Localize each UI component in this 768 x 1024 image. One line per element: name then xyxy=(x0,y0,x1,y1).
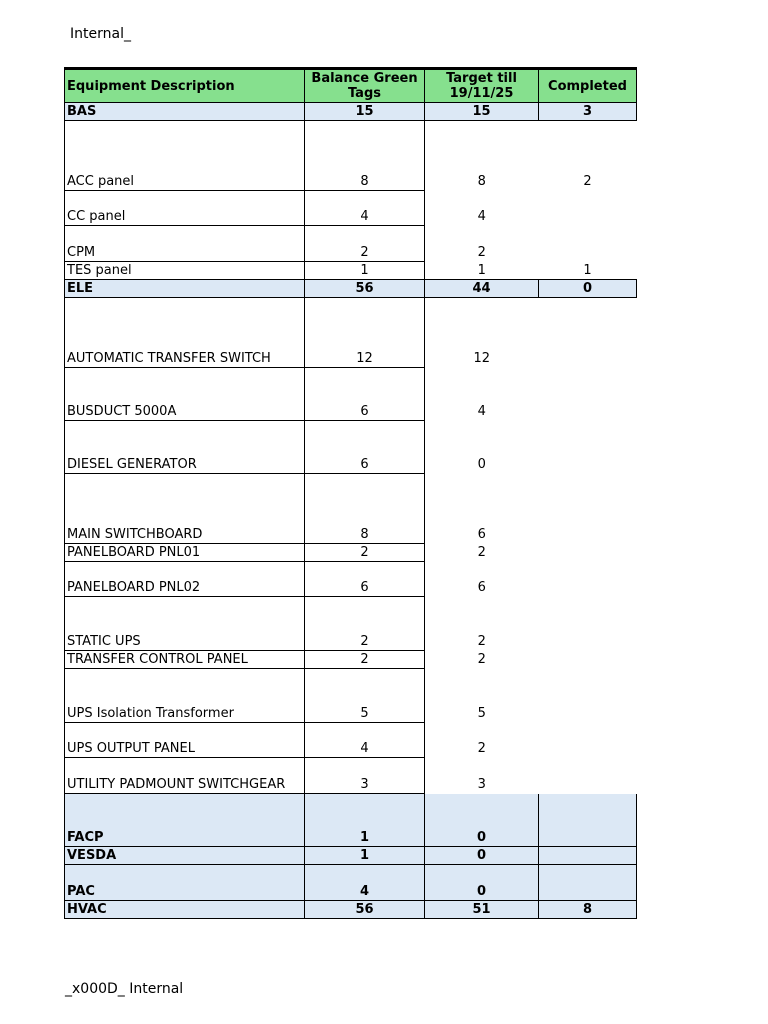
equipment-cell: BUSDUCT 5000A xyxy=(65,368,305,421)
target-cell: 5 xyxy=(477,706,486,721)
equipment-cell: UPS Isolation Transformer xyxy=(65,669,305,723)
table-row xyxy=(65,723,637,758)
equipment-cell: TES panel xyxy=(65,262,305,280)
equipment-cell: MAIN SWITCHBOARD xyxy=(65,474,305,544)
header-completed: Completed xyxy=(539,69,637,103)
equipment-cell: BAS xyxy=(65,103,305,121)
balance-cell: 4 xyxy=(305,723,425,758)
equipment-cell: STATIC UPS xyxy=(65,597,305,651)
table-row xyxy=(65,298,637,368)
table-row xyxy=(65,562,637,597)
table-row xyxy=(65,651,637,669)
completed-cell xyxy=(539,226,637,262)
completed-cell xyxy=(539,794,637,847)
header-row xyxy=(65,69,637,103)
completed-cell xyxy=(539,597,637,651)
equipment-cell: CC panel xyxy=(65,191,305,226)
target-cell: 2 xyxy=(477,545,486,560)
equipment-cell: PANELBOARD PNL01 xyxy=(65,544,305,562)
target-cell: 15 xyxy=(425,103,539,121)
balance-cell: 4 xyxy=(305,865,425,901)
target-cell: 0 xyxy=(425,865,539,901)
page-footer-label: _x000D_ Internal xyxy=(65,981,184,997)
balance-cell: 1 xyxy=(305,794,425,847)
completed-cell xyxy=(539,758,637,794)
completed-cell xyxy=(539,544,637,562)
equipment-cell: UPS OUTPUT PANEL xyxy=(65,723,305,758)
completed-cell: 3 xyxy=(539,103,637,121)
target-cell: 2 xyxy=(477,634,486,649)
target-cell: 2 xyxy=(477,652,486,667)
table-row xyxy=(65,597,637,651)
completed-cell xyxy=(539,562,637,597)
completed-cell xyxy=(539,191,637,226)
balance-cell: 8 xyxy=(305,474,425,544)
equipment-cell: PANELBOARD PNL02 xyxy=(65,562,305,597)
equipment-cell: ELE xyxy=(65,280,305,298)
equipment-cell: TRANSFER CONTROL PANEL xyxy=(65,651,305,669)
target-cell: 0 xyxy=(425,794,539,847)
balance-cell: 8 xyxy=(305,121,425,191)
header-balance-green-tags: Balance Green Tags xyxy=(305,69,425,103)
group-row xyxy=(65,794,637,847)
page-header-label: Internal_ xyxy=(70,26,131,42)
completed-cell xyxy=(539,474,637,544)
target-cell: 1 xyxy=(425,262,539,280)
table-row xyxy=(65,191,637,226)
balance-cell: 6 xyxy=(305,562,425,597)
target-cell: 44 xyxy=(425,280,539,298)
completed-cell xyxy=(539,865,637,901)
header-target-date: Target till 19/11/25 xyxy=(425,69,539,103)
group-row xyxy=(65,901,637,919)
table-row xyxy=(65,226,637,262)
group-row xyxy=(65,103,637,121)
target-cell: 0 xyxy=(425,847,539,865)
completed-cell xyxy=(539,368,637,421)
target-cell: 3 xyxy=(477,777,486,792)
target-cell: 6 xyxy=(477,527,486,542)
target-cell: 0 xyxy=(477,457,486,472)
header-equipment-description: Equipment Description xyxy=(65,69,305,103)
group-row xyxy=(65,847,637,865)
equipment-cell: FACP xyxy=(65,794,305,847)
balance-cell: 1 xyxy=(305,262,425,280)
table-row xyxy=(65,474,637,544)
equipment-cell: AUTOMATIC TRANSFER SWITCH xyxy=(65,298,305,368)
completed-cell: 8 xyxy=(539,901,637,919)
equipment-cell: VESDA xyxy=(65,847,305,865)
balance-cell: 4 xyxy=(305,191,425,226)
balance-cell: 6 xyxy=(305,421,425,474)
equipment-cell: UTILITY PADMOUNT SWITCHGEAR xyxy=(65,758,305,794)
completed-cell xyxy=(539,298,637,368)
balance-cell: 2 xyxy=(305,544,425,562)
green-tags-table xyxy=(64,67,637,919)
target-cell: 4 xyxy=(477,209,486,224)
balance-cell: 56 xyxy=(305,901,425,919)
equipment-cell: ACC panel xyxy=(65,121,305,191)
table-row xyxy=(65,669,637,723)
group-row xyxy=(65,865,637,901)
target-cell: 8 xyxy=(477,174,486,189)
target-cell: 6 xyxy=(477,580,486,595)
completed-cell xyxy=(539,847,637,865)
balance-cell: 5 xyxy=(305,669,425,723)
equipment-cell: CPM xyxy=(65,226,305,262)
table-row xyxy=(65,758,637,794)
table-row xyxy=(65,544,637,562)
completed-cell: 1 xyxy=(539,262,637,280)
target-cell: 2 xyxy=(477,741,486,756)
balance-cell: 15 xyxy=(305,103,425,121)
balance-cell: 56 xyxy=(305,280,425,298)
table-row xyxy=(65,121,637,191)
target-cell: 2 xyxy=(477,245,486,260)
table-row xyxy=(65,262,637,280)
balance-cell: 1 xyxy=(305,847,425,865)
completed-cell xyxy=(539,669,637,723)
balance-cell: 2 xyxy=(305,597,425,651)
target-cell: 51 xyxy=(425,901,539,919)
target-cell: 4 xyxy=(477,404,486,419)
table-body xyxy=(65,103,637,919)
balance-cell: 12 xyxy=(305,298,425,368)
table-row xyxy=(65,421,637,474)
equipment-cell: PAC xyxy=(65,865,305,901)
equipment-cell: DIESEL GENERATOR xyxy=(65,421,305,474)
balance-cell: 2 xyxy=(305,226,425,262)
completed-cell xyxy=(539,651,637,669)
table-row xyxy=(65,368,637,421)
balance-cell: 6 xyxy=(305,368,425,421)
completed-cell: 2 xyxy=(583,174,592,189)
equipment-cell: HVAC xyxy=(65,901,305,919)
completed-cell xyxy=(539,723,637,758)
balance-cell: 2 xyxy=(305,651,425,669)
completed-cell xyxy=(539,421,637,474)
target-cell: 12 xyxy=(473,351,491,366)
balance-cell: 3 xyxy=(305,758,425,794)
completed-cell: 0 xyxy=(539,280,637,298)
group-row xyxy=(65,280,637,298)
